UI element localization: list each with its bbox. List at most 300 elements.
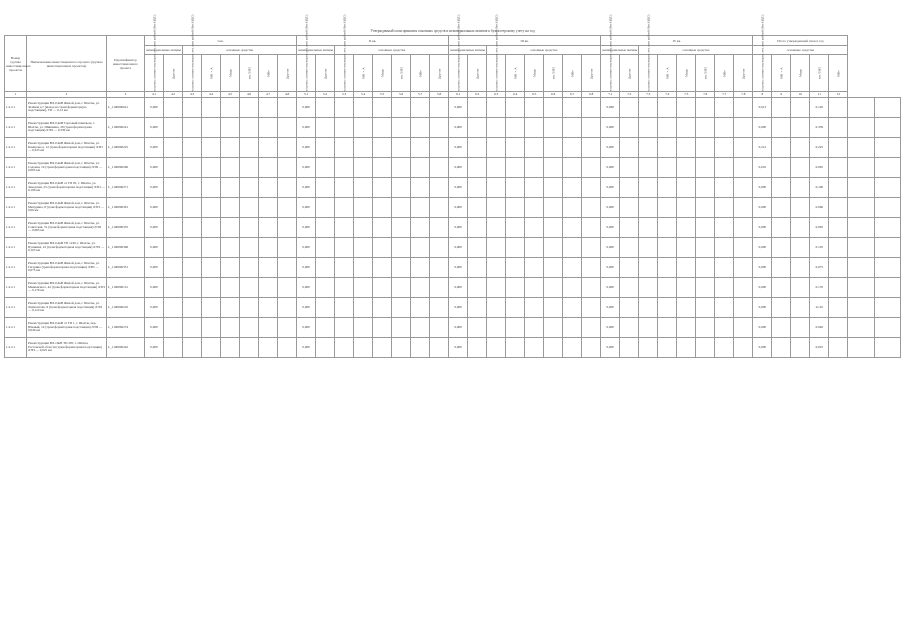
value-cell (183, 118, 202, 138)
value-cell (696, 258, 715, 278)
project-id-cell: L_1100006351 (107, 258, 145, 278)
header-unit: МВ×А (354, 55, 373, 92)
value-cell: 0,065 (810, 158, 829, 178)
value-cell (221, 238, 240, 258)
value-cell (829, 238, 848, 258)
value-cell (164, 198, 183, 218)
value-cell (221, 278, 240, 298)
value-cell (582, 138, 601, 158)
project-id-cell: L_1100006112 (107, 278, 145, 298)
table-row (5, 318, 901, 338)
value-cell (202, 278, 221, 298)
value-cell (468, 198, 487, 218)
value-cell (639, 298, 658, 318)
project-name-cell: Реконструкция ВЛ-0,4кВ от ТП 95, г. Шахты, ул. Заводская, 25 (трансформаторная подстанция) ЛЭП — 0,190 км (27, 178, 107, 198)
value-cell: 0,000 (601, 218, 620, 238)
value-cell (715, 258, 734, 278)
value-cell (874, 198, 900, 218)
value-cell: 0,000 (601, 318, 620, 338)
value-cell (411, 218, 430, 238)
value-cell (829, 278, 848, 298)
value-cell (544, 238, 563, 258)
value-cell (874, 318, 900, 338)
value-cell (563, 298, 582, 318)
value-cell (278, 198, 297, 218)
value-cell (582, 258, 601, 278)
value-cell (620, 178, 639, 198)
value-cell (335, 318, 354, 338)
value-cell (506, 178, 525, 198)
group-number-cell: 1.2.2.1 (5, 298, 27, 318)
value-cell (791, 338, 810, 358)
value-cell: 0,000 (449, 218, 468, 238)
value-cell (392, 238, 411, 258)
value-cell (221, 98, 240, 118)
value-cell: 0,176 (810, 278, 829, 298)
value-cell (525, 238, 544, 258)
value-cell (506, 98, 525, 118)
value-cell (848, 258, 874, 278)
value-cell (354, 238, 373, 258)
value-cell (715, 278, 734, 298)
value-cell (354, 318, 373, 338)
table-caption: Утвержденный план принятия основных средств и нематериальных активов к бухгалтерскому учету на год (370, 29, 535, 33)
value-cell: 0,000 (145, 198, 164, 218)
value-cell (278, 298, 297, 318)
value-cell (164, 278, 183, 298)
value-cell (677, 98, 696, 118)
value-cell (715, 338, 734, 358)
value-cell (696, 218, 715, 238)
value-cell (582, 218, 601, 238)
header-unit: в ценах соответствующих лет, млн рублей (без НДС) (753, 55, 772, 92)
value-cell (240, 278, 259, 298)
value-cell (183, 258, 202, 278)
value-cell (582, 278, 601, 298)
header-unit: в ценах соответствующих лет, млн рублей (без НДС) (335, 55, 354, 92)
value-cell (430, 338, 449, 358)
value-cell (829, 298, 848, 318)
value-cell (430, 178, 449, 198)
header-unit: Мвар (791, 55, 810, 92)
value-cell: 0,000 (753, 278, 772, 298)
value-cell: 0,000 (297, 158, 316, 178)
value-cell (772, 98, 791, 118)
column-number: 1 (5, 92, 27, 98)
column-number: 3 (107, 92, 145, 98)
value-cell (582, 178, 601, 198)
header-unit: Другое (582, 55, 601, 92)
value-cell (525, 98, 544, 118)
header-quarter-2: II кв. (297, 36, 449, 46)
value-cell (164, 298, 183, 318)
value-cell (278, 138, 297, 158)
table-row (5, 118, 901, 138)
value-cell (677, 138, 696, 158)
value-cell (411, 258, 430, 278)
value-cell (430, 218, 449, 238)
value-cell (316, 138, 335, 158)
value-cell (544, 218, 563, 238)
header-unit: в ценах соответствующих лет, млн рублей (без НДС) (487, 55, 506, 92)
project-name-cell: Реконструкция ВЛ-0,4кВ ТП 1240, г. Шахты, ул. Пушкина, 22 (трансформаторная подстанция) ЛЭП — 0,105 км (27, 238, 107, 258)
value-cell (582, 238, 601, 258)
value-cell (430, 138, 449, 158)
value-cell (658, 278, 677, 298)
value-cell (658, 258, 677, 278)
value-cell (221, 258, 240, 278)
value-cell (658, 318, 677, 338)
value-cell: 0,000 (297, 338, 316, 358)
value-cell (829, 198, 848, 218)
header-q4-nma: нематериальные активы (601, 46, 639, 55)
header-unit: Другое (430, 55, 449, 92)
value-cell (487, 118, 506, 138)
value-cell (183, 178, 202, 198)
header-unit: Другое (164, 55, 183, 92)
column-number: 6.2 (468, 92, 487, 98)
value-cell: 0,000 (297, 278, 316, 298)
value-cell (411, 338, 430, 358)
value-cell (221, 198, 240, 218)
value-cell (874, 218, 900, 238)
header-unit: МВ×А (658, 55, 677, 92)
project-id-cell: L_1100006274 (107, 318, 145, 338)
project-id-cell: L_1100006271 (107, 178, 145, 198)
value-cell (373, 278, 392, 298)
value-cell (373, 258, 392, 278)
value-cell (582, 338, 601, 358)
value-cell (734, 278, 753, 298)
value-cell (468, 238, 487, 258)
value-cell (848, 218, 874, 238)
value-cell (620, 338, 639, 358)
value-cell: 0,000 (145, 238, 164, 258)
value-cell (373, 178, 392, 198)
table-row (5, 258, 901, 278)
value-cell: 0,016 (753, 158, 772, 178)
value-cell (487, 258, 506, 278)
value-cell (183, 238, 202, 258)
value-cell: 0,060 (810, 198, 829, 218)
value-cell: 0,000 (449, 298, 468, 318)
value-cell (164, 118, 183, 138)
value-cell (582, 98, 601, 118)
value-cell (221, 318, 240, 338)
value-cell (715, 118, 734, 138)
value-cell (373, 138, 392, 158)
value-cell (791, 278, 810, 298)
project-name-cell: Реконструкция ВЛ-0,4кВ Торговый павильон, г. Шахты, ул. Шишкина, 28 (трансформаторная подстанция) ЛЭП — 0,339 км (27, 118, 107, 138)
value-cell (259, 238, 278, 258)
table-row (5, 98, 901, 118)
value-cell (563, 138, 582, 158)
value-cell (874, 238, 900, 258)
value-cell (202, 178, 221, 198)
column-number: 5.5 (373, 92, 392, 98)
value-cell (354, 338, 373, 358)
column-number: 5.7 (411, 92, 430, 98)
value-cell (791, 258, 810, 278)
header-unit: Другое (316, 55, 335, 92)
value-cell (696, 318, 715, 338)
project-name-cell: Реконструкция ВЛ-0,4кВ Жилой дом, г. Шахты, ул. Маяковского, 42 (трансформаторная подстанция) ЛЭП — 0,176 км (27, 278, 107, 298)
value-cell (487, 98, 506, 118)
value-cell (639, 158, 658, 178)
value-cell (563, 198, 582, 218)
value-cell: 0,040 (810, 318, 829, 338)
value-cell (164, 258, 183, 278)
value-cell: 0,075 (810, 258, 829, 278)
value-cell: 0,000 (601, 238, 620, 258)
value-cell (221, 118, 240, 138)
table-row (5, 338, 901, 358)
value-cell (259, 278, 278, 298)
value-cell (696, 278, 715, 298)
column-number: 11 (810, 92, 829, 98)
header-unit: в ценах соответствующих лет, млн рублей (без НДС) (297, 55, 316, 92)
value-cell (544, 298, 563, 318)
value-cell (183, 158, 202, 178)
header-unit: в ценах соответствующих лет, млн рублей (без НДС) (449, 55, 468, 92)
table-body (5, 92, 901, 358)
value-cell (715, 298, 734, 318)
value-cell (430, 158, 449, 178)
value-cell (658, 158, 677, 178)
group-number-cell: 1.2.2.1 (5, 258, 27, 278)
value-cell (506, 158, 525, 178)
value-cell (278, 98, 297, 118)
value-cell (373, 98, 392, 118)
value-cell (164, 138, 183, 158)
value-cell (582, 298, 601, 318)
column-number: 6.7 (563, 92, 582, 98)
header-unit: Другое (620, 55, 639, 92)
value-cell (658, 98, 677, 118)
value-cell (373, 158, 392, 178)
column-number: 4.8 (278, 92, 297, 98)
column-number: 10 (791, 92, 810, 98)
column-number: 7.5 (677, 92, 696, 98)
value-cell (525, 138, 544, 158)
project-name-cell: Реконструкция ВЛ-0,4кВ Жилой дом, г. Шахты, ул. Лермонтова, 9 (трансформаторная подстанция) ЛЭП — 0,110 км (27, 298, 107, 318)
value-cell (620, 318, 639, 338)
value-cell (772, 298, 791, 318)
value-cell (240, 98, 259, 118)
value-cell (278, 338, 297, 358)
value-cell (506, 218, 525, 238)
value-cell: 0,000 (145, 278, 164, 298)
value-cell (506, 138, 525, 158)
group-number-cell: 1.2.2.1 (5, 158, 27, 178)
value-cell (639, 258, 658, 278)
value-cell (525, 258, 544, 278)
table-row (5, 158, 901, 178)
value-cell (544, 118, 563, 138)
value-cell (677, 338, 696, 358)
value-cell: 0,000 (601, 298, 620, 318)
value-cell (259, 318, 278, 338)
value-cell (848, 178, 874, 198)
column-number: 4.5 (221, 92, 240, 98)
value-cell (354, 118, 373, 138)
column-number: 5.4 (354, 92, 373, 98)
value-cell (658, 178, 677, 198)
value-cell (354, 98, 373, 118)
value-cell (221, 218, 240, 238)
value-cell (874, 338, 900, 358)
table-row (5, 218, 901, 238)
value-cell (373, 338, 392, 358)
value-cell (829, 138, 848, 158)
value-cell (639, 138, 658, 158)
value-cell (278, 158, 297, 178)
value-cell (506, 198, 525, 218)
table-row (5, 178, 901, 198)
value-cell: 0,000 (449, 198, 468, 218)
group-number-cell: 1.2.2.1 (5, 338, 27, 358)
value-cell (620, 138, 639, 158)
header-unit: МВт (411, 55, 430, 92)
value-cell (772, 318, 791, 338)
value-cell (658, 218, 677, 238)
value-cell (202, 338, 221, 358)
value-cell: 0,000 (601, 338, 620, 358)
value-cell (468, 218, 487, 238)
value-cell (411, 118, 430, 138)
value-cell (392, 118, 411, 138)
value-cell (354, 278, 373, 298)
column-number: 12 (829, 92, 848, 98)
value-cell (392, 318, 411, 338)
value-cell (582, 158, 601, 178)
value-cell (202, 238, 221, 258)
header-unit: км ЛЭП (240, 55, 259, 92)
header-unit: МВт (715, 55, 734, 92)
header-unit: МВт (259, 55, 278, 92)
group-number-cell: 1.2.2.1 (5, 118, 27, 138)
value-cell (848, 118, 874, 138)
header-q1-nma: нематериальные активы (145, 46, 183, 55)
value-cell (411, 98, 430, 118)
table-row (5, 138, 901, 158)
value-cell (335, 278, 354, 298)
value-cell (411, 158, 430, 178)
value-cell (335, 298, 354, 318)
header-unit: МВ×А (506, 55, 525, 92)
value-cell (183, 138, 202, 158)
header-total-year: Итого утвержденный план в год (753, 36, 848, 46)
value-cell (544, 138, 563, 158)
value-cell (335, 178, 354, 198)
value-cell (506, 258, 525, 278)
column-number: 4.6 (240, 92, 259, 98)
value-cell (354, 138, 373, 158)
value-cell (373, 298, 392, 318)
value-cell (544, 278, 563, 298)
value-cell (202, 118, 221, 138)
value-cell (791, 178, 810, 198)
value-cell (874, 258, 900, 278)
value-cell (829, 158, 848, 178)
column-number: 6.8 (582, 92, 601, 98)
value-cell (221, 298, 240, 318)
value-cell (392, 178, 411, 198)
value-cell (677, 158, 696, 178)
value-cell (734, 198, 753, 218)
value-cell (164, 178, 183, 198)
value-cell (240, 298, 259, 318)
group-number-cell: 1.2.2.1 (5, 178, 27, 198)
column-number: 6.3 (487, 92, 506, 98)
value-cell (563, 158, 582, 178)
value-cell (874, 138, 900, 158)
value-cell (772, 158, 791, 178)
table-row (5, 298, 901, 318)
value-cell (202, 158, 221, 178)
value-cell (240, 318, 259, 338)
value-cell (734, 138, 753, 158)
value-cell (316, 198, 335, 218)
value-cell (848, 318, 874, 338)
value-cell (487, 138, 506, 158)
value-cell (259, 138, 278, 158)
value-cell (202, 198, 221, 218)
value-cell (696, 158, 715, 178)
value-cell (468, 278, 487, 298)
value-cell: 0,065 (810, 218, 829, 238)
value-cell (658, 298, 677, 318)
value-cell (525, 278, 544, 298)
value-cell (278, 278, 297, 298)
value-cell (696, 298, 715, 318)
value-cell (354, 158, 373, 178)
column-number: 7.6 (696, 92, 715, 98)
value-cell: 0,000 (753, 118, 772, 138)
value-cell (354, 298, 373, 318)
value-cell (259, 198, 278, 218)
column-number: 6.6 (544, 92, 563, 98)
value-cell (259, 298, 278, 318)
value-cell (639, 198, 658, 218)
value-cell (848, 158, 874, 178)
value-cell (734, 98, 753, 118)
value-cell (164, 238, 183, 258)
header-unit: Мвар (373, 55, 392, 92)
value-cell (525, 118, 544, 138)
value-cell: 0,000 (145, 218, 164, 238)
project-id-cell: L_1100000621 (107, 98, 145, 118)
value-cell (468, 338, 487, 358)
table-row (5, 198, 901, 218)
value-cell (392, 258, 411, 278)
column-number: 2 (27, 92, 107, 98)
value-cell (221, 178, 240, 198)
project-id-cell: L_1100006242 (107, 338, 145, 358)
value-cell (373, 198, 392, 218)
value-cell (677, 298, 696, 318)
value-cell (715, 198, 734, 218)
column-number: 4.4 (202, 92, 221, 98)
value-cell: 0,000 (297, 138, 316, 158)
value-cell: 0,025 (810, 338, 829, 358)
header-unit: Другое (278, 55, 297, 92)
header-unit: в ценах соответствующих лет, млн рублей (без НДС) (601, 55, 620, 92)
value-cell (772, 138, 791, 158)
project-name-cell: Реконструкция ВЛ-0,4кВ Жилой дом, г. Шахты, ул. Советская, 31 (трансформаторная подстанция) ЛЭП — 0,065 км (27, 218, 107, 238)
value-cell (848, 138, 874, 158)
column-number: 7.2 (620, 92, 639, 98)
